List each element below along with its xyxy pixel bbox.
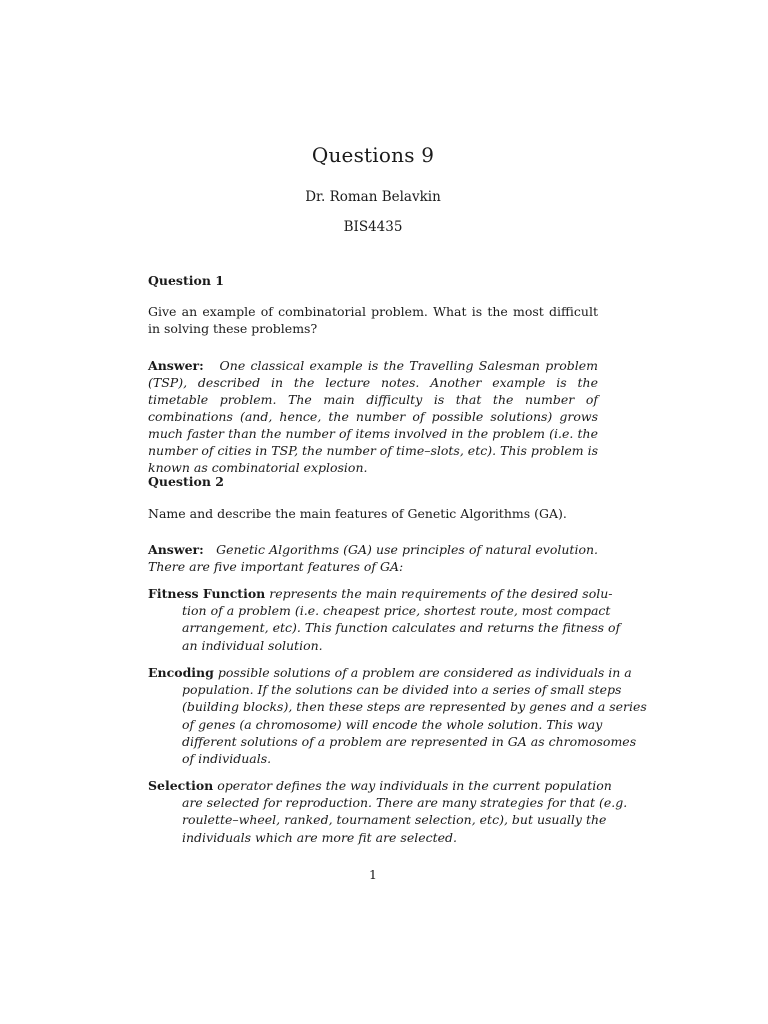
question-2-heading: Question 2 [148,474,224,489]
question-2-answer [148,541,598,575]
feature-term: Fitness Function [148,586,266,601]
feature-fitness-function: Fitness Function represents the main requirements of the desired solu- tion of a problem (i.e. cheapest price, shortest route, most compact arrangement, etc). This function calculates and returns the fitness of an individual solution. [148,586,621,653]
question-1-answer [148,357,598,476]
page-number: 1 [369,867,377,882]
feature-term: Encoding [148,665,214,680]
answer-text: One classical example is the Travelling Salesman problem (TSP), described in the lecture notes. Another example is the timetable problem. The main difficulty is that the number of combinations (and, hence, the number of possible solutions) grows much faster than the number of items involved in the problem (i.e. the number of cities in TSP, the number of time–slots, etc). This problem is known as combinatorial explosion. [148,358,598,475]
question-1-heading: Question 1 [148,273,224,288]
course-code: BIS4435 [343,219,403,235]
document-title: Questions 9 [311,143,435,167]
answer-text: Genetic Algorithms (GA) use principles of natural evolution. There are five important features of GA: [148,542,598,574]
question-2-text: Name and describe the main features of Genetic Algorithms (GA). [148,506,567,521]
feature-encoding: Encoding possible solutions of a problem are considered as individuals in a population. If the solutions can be divided into a series of small steps (building blocks), then these steps are represented by genes and a series of genes (a chromosome) will encode the whole solution. This way different solutions of a problem are represented in GA as chromosomes of individuals. [148,665,647,767]
answer-label: Answer: [148,358,204,373]
document-author: Dr. Roman Belavkin [305,189,441,205]
question-1-text: Give an example of combinatorial problem. What is the most difficult in solving these problems? [148,304,598,336]
feature-selection: Selection operator defines the way individuals in the current population are selected for reproduction. There are many strategies for that (e.g. roulette–wheel, ranked, tournament selection, etc), but usually the individuals which are more fit are selected. [148,778,628,845]
answer-label: Answer: [148,542,204,557]
feature-term: Selection [148,778,214,793]
